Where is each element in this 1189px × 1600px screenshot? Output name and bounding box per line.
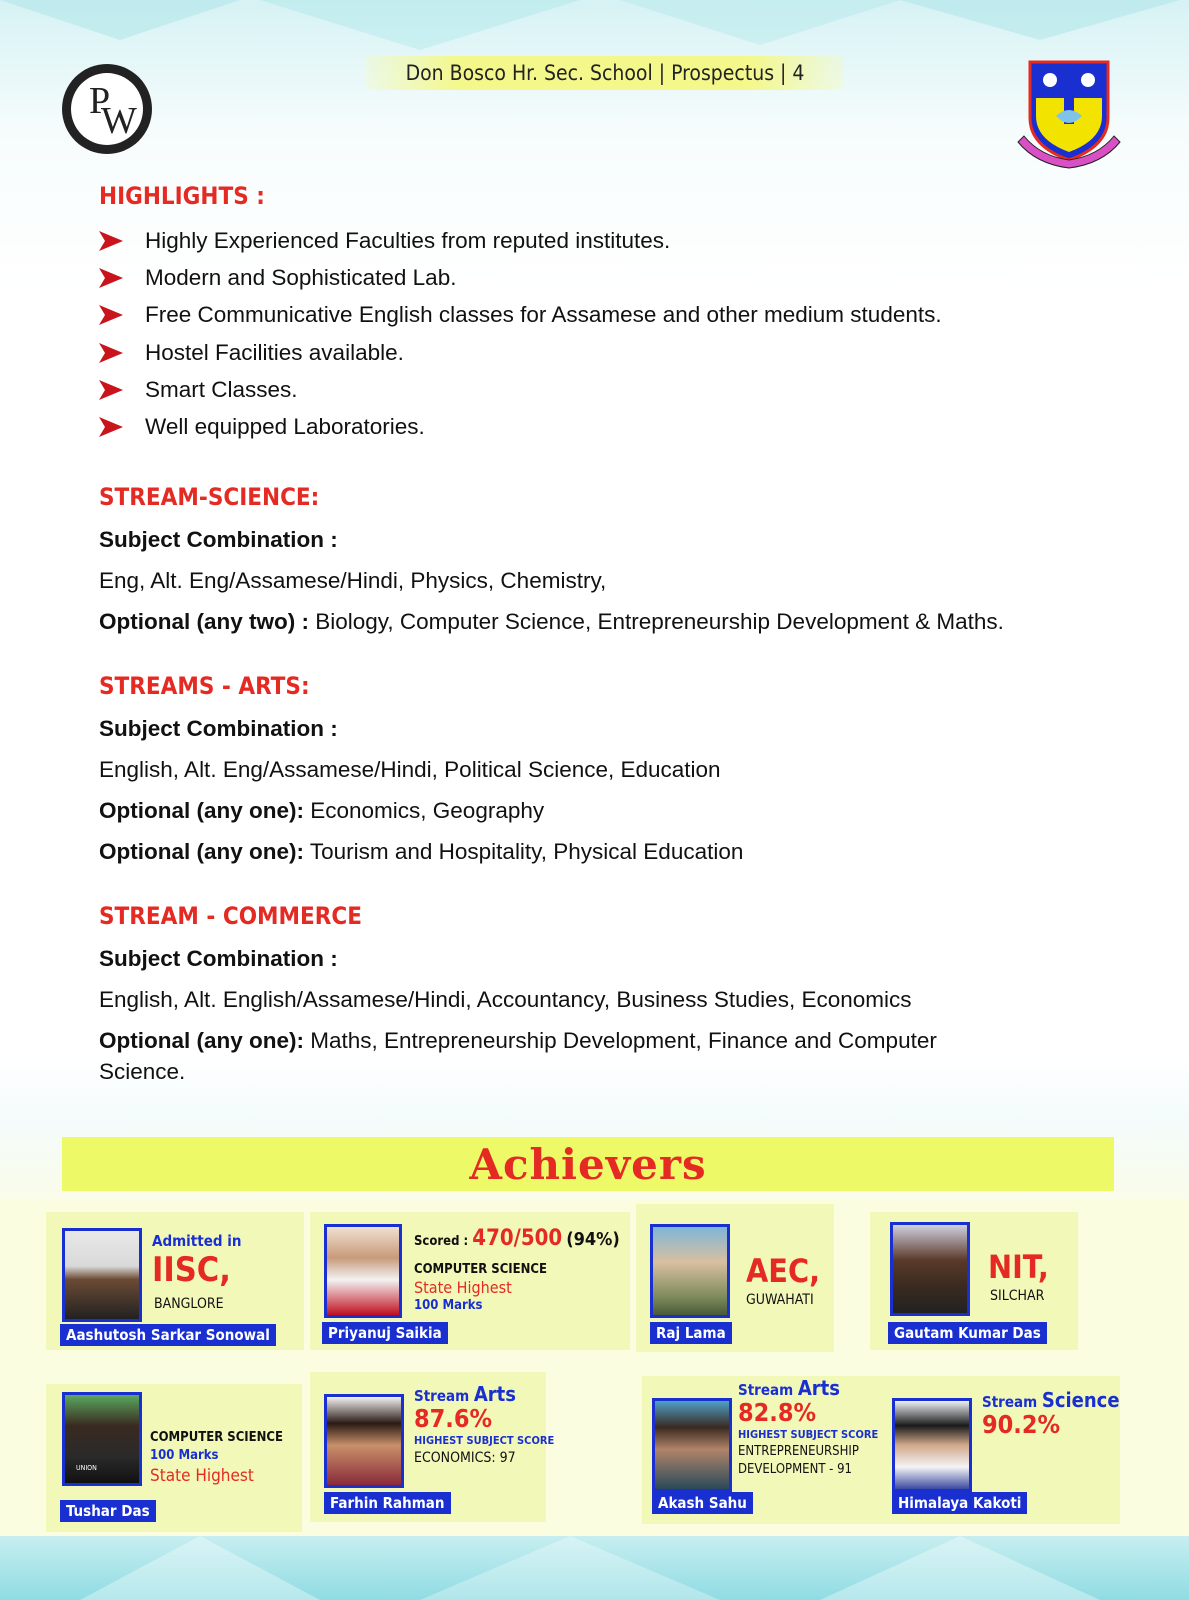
achiever-card-3: AEC, GUWAHATI Raj Lama — [636, 1204, 834, 1352]
highlights-title: HIGHLIGHTS : — [99, 182, 265, 210]
achievers-banner — [62, 1137, 1114, 1191]
arts-combo-label: Subject Combination : — [99, 716, 338, 741]
avatar — [650, 1224, 730, 1318]
avatar — [892, 1398, 972, 1492]
avatar — [324, 1224, 402, 1318]
arrow-bullet-icon — [99, 305, 123, 325]
achiever-name: Raj Lama — [650, 1322, 732, 1344]
list-item: Modern and Sophisticated Lab. — [99, 259, 942, 296]
arrow-bullet-icon — [99, 417, 123, 437]
list-item: Well equipped Laboratories. — [99, 408, 942, 445]
commerce-optional: Optional (any one): Maths, Entrepreneurship Development, Finance and Computer — [99, 1028, 937, 1053]
page-header-title: Don Bosco Hr. Sec. School | Prospectus | 4 — [366, 56, 844, 90]
achiever-card-7: Stream Arts 82.8% HIGHEST SUBJECT SCORE ENTREPRENEURSHIP DEVELOPMENT - 91 Akash Sahu — [642, 1376, 886, 1524]
list-item: Free Communicative English classes for Assamese and other medium students. — [99, 297, 942, 334]
avatar — [652, 1398, 732, 1492]
achiever-name: Tushar Das — [60, 1500, 156, 1522]
list-item: Hostel Facilities available. — [99, 334, 942, 371]
arts-subjects: English, Alt. Eng/Assamese/Hindi, Political Science, Education — [99, 757, 721, 782]
achievers-title: Achievers — [469, 1139, 707, 1189]
bg-decoration-top — [0, 0, 1189, 60]
arts-optional-2: Optional (any one): Tourism and Hospitality, Physical Education — [99, 839, 744, 864]
bg-decoration-bottom — [0, 1536, 1189, 1600]
avatar — [62, 1228, 142, 1322]
achiever-name: Gautam Kumar Das — [888, 1322, 1047, 1344]
arrow-bullet-icon — [99, 231, 123, 251]
achiever-card-5: COMPUTER SCIENCE 100 Marks State Highest UNION Tushar Das — [46, 1384, 302, 1532]
arrow-bullet-icon — [99, 380, 123, 400]
commerce-subjects: English, Alt. English/Assamese/Hindi, Accountancy, Business Studies, Economics — [99, 987, 912, 1012]
shirt-text: UNION — [76, 1464, 97, 1472]
arrow-bullet-icon — [99, 268, 123, 288]
avatar — [62, 1392, 142, 1486]
achiever-name: Akash Sahu — [652, 1492, 753, 1514]
avatar — [324, 1394, 404, 1488]
achiever-card-6: Stream Arts 87.6% HIGHEST SUBJECT SCORE ECONOMICS: 97 Farhin Rahman — [310, 1372, 546, 1522]
achiever-card-1: Admitted in IISC, BANGLORE Aashutosh Sarkar Sonowal — [46, 1212, 304, 1350]
science-title: STREAM-SCIENCE: — [99, 483, 320, 511]
avatar — [890, 1222, 970, 1316]
commerce-optional-line2: Science. — [99, 1059, 186, 1084]
pw-logo: P W — [62, 64, 152, 154]
science-optional: Optional (any two) : Biology, Computer Science, Entrepreneurship Development & Maths. — [99, 609, 1004, 634]
achiever-name: Farhin Rahman — [324, 1492, 451, 1514]
highlights-list — [99, 222, 942, 446]
list-item: Highly Experienced Faculties from reputed institutes. — [99, 222, 942, 259]
school-crest-icon — [1016, 56, 1122, 174]
arrow-bullet-icon — [99, 343, 123, 363]
achiever-card-2: Scored : 470/500 (94%) COMPUTER SCIENCE State Highest 100 Marks Priyanuj Saikia — [310, 1212, 630, 1350]
list-item: Smart Classes. — [99, 371, 942, 408]
science-subjects: Eng, Alt. Eng/Assamese/Hindi, Physics, Chemistry, — [99, 568, 607, 593]
achiever-card-8: Stream Science 90.2% Himalaya Kakoti — [880, 1376, 1120, 1524]
achiever-card-4: NIT, SILCHAR Gautam Kumar Das — [870, 1212, 1078, 1350]
commerce-combo-label: Subject Combination : — [99, 946, 338, 971]
arts-title: STREAMS - ARTS: — [99, 672, 310, 700]
achiever-name: Priyanuj Saikia — [322, 1322, 448, 1344]
arts-optional-1: Optional (any one): Economics, Geography — [99, 798, 545, 823]
commerce-title: STREAM - COMMERCE — [99, 902, 363, 930]
science-combo-label: Subject Combination : — [99, 527, 338, 552]
achiever-name: Aashutosh Sarkar Sonowal — [60, 1324, 276, 1346]
achiever-name: Himalaya Kakoti — [892, 1492, 1027, 1514]
